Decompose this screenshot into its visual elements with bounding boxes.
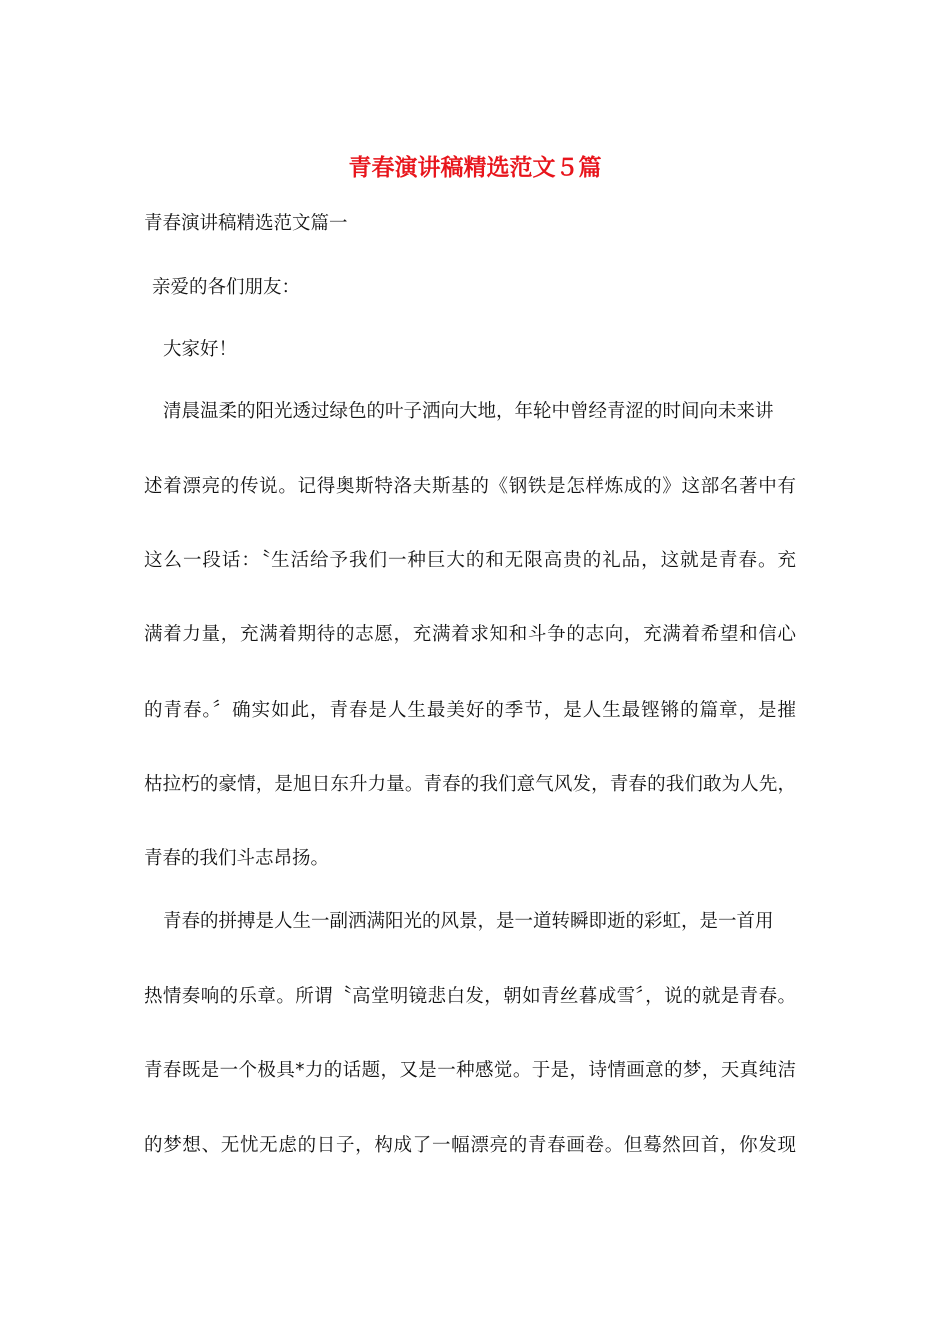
- paragraph1-line: 青春的我们斗志昂扬。: [144, 848, 330, 869]
- paragraph2-line: 青春既是一个极具*力的话题，又是一种感觉。于是，诗情画意的梦，天真纯洁: [144, 1060, 796, 1081]
- paragraph1-line: 清晨温柔的阳光透过绿色的叶子洒向大地，年轮中曾经青涩的时间向未来讲: [163, 401, 774, 422]
- paragraph1-line: 满着力量，充满着期待的志愿，充满着求知和斗争的志向，充满着希望和信心: [144, 624, 796, 645]
- paragraph1-line: 枯拉朽的豪情，是旭日东升力量。青春的我们意气风发，青春的我们敢为人先，: [144, 774, 796, 795]
- paragraph2-line: 的梦想、无忧无虑的日子，构成了一幅漂亮的青春画卷。但蓦然回首，你发现: [144, 1135, 796, 1156]
- document-title: 青春演讲稿精选范文５篇: [348, 154, 602, 181]
- section-heading: 青春演讲稿精选范文篇一: [144, 213, 348, 234]
- paragraph2-line: 青春的拼搏是人生一副洒满阳光的风景，是一道转瞬即逝的彩虹，是一首用: [163, 911, 774, 932]
- greeting: 大家好！: [163, 339, 238, 360]
- paragraph1-line: 的青春。〞确实如此，青春是人生最美好的季节，是人生最铿锵的篇章，是摧: [144, 700, 796, 721]
- paragraph2-line: 热情奏响的乐章。所谓〝高堂明镜悲白发，朝如青丝暮成雪〞，说的就是青春。: [144, 986, 796, 1007]
- paragraph1-line: 这么一段话：〝生活给予我们一种巨大的和无限高贵的礼品，这就是青春。充: [144, 550, 796, 571]
- salutation: 亲爱的各们朋友：: [152, 277, 301, 298]
- paragraph1-line: 述着漂亮的传说。记得奥斯特洛夫斯基的《钢铁是怎样炼成的》这部名著中有: [144, 476, 796, 497]
